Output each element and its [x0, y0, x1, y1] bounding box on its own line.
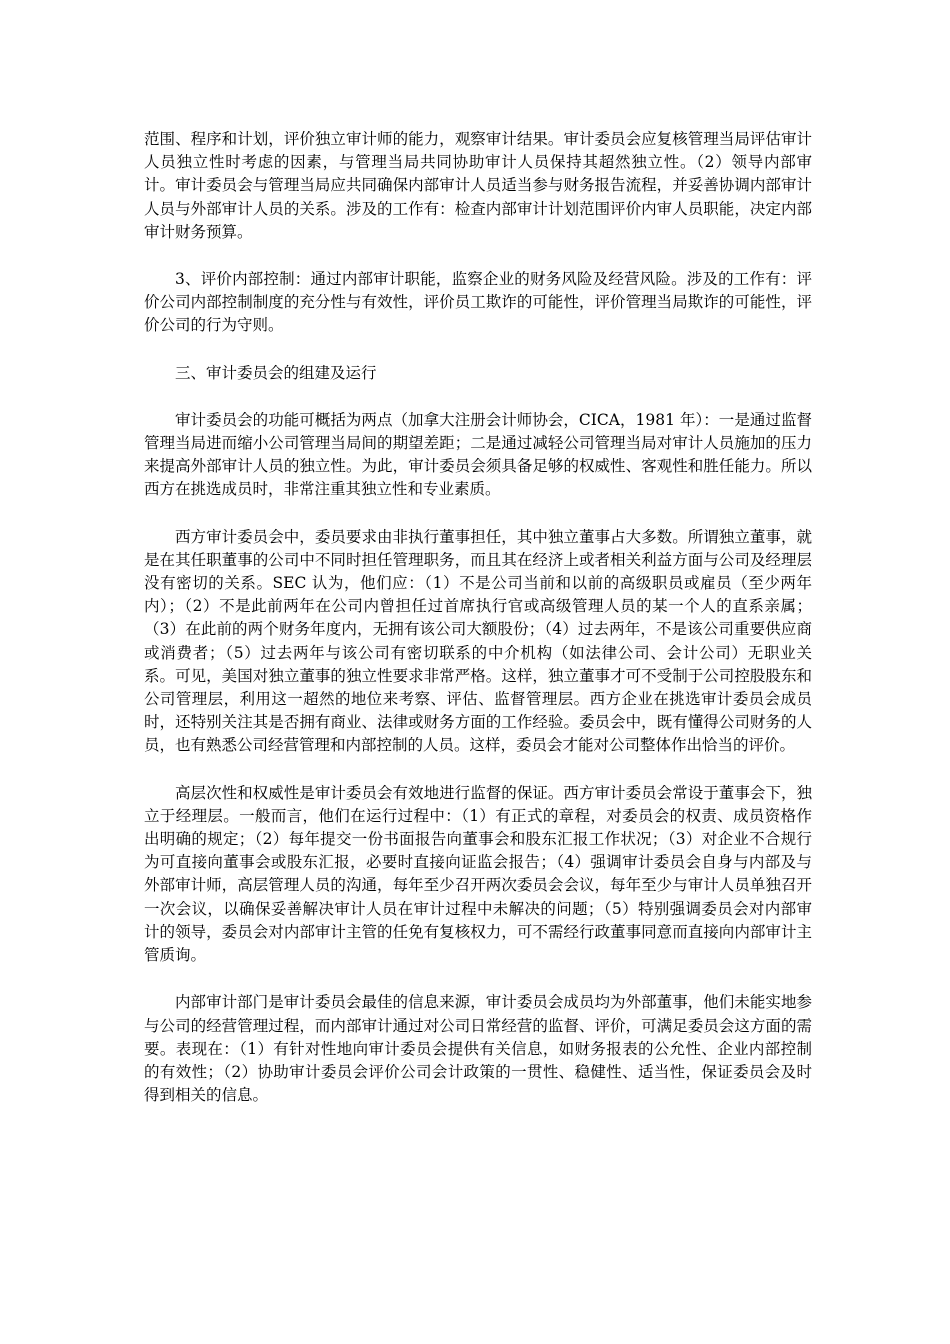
- paragraph-information-source: 内部审计部门是审计委员会最佳的信息来源，审计委员会成员均为外部董事，他们未能实地参与公司的经营管理过程，而内部审计通过对公司日常经营的监督、评价，可满足委员会这方面的需要。表现在：（1）有针对性地向审计委员会提供有关信息，如财务报表的公允性、企业内部控制的有效性；（2）协助审计委员会评价公司会计政策的一贯性、稳健性、适当性，保证委员会及时得到相关的信息。: [144, 993, 812, 1105]
- document-page: [144, 128, 812, 1131]
- paragraph-internal-control: 3、评价内部控制：通过内部审计职能，监察企业的财务风险及经营风险。涉及的工作有：评价公司内部控制制度的充分性与有效性，评价员工欺诈的可能性，评价管理当局欺诈的可能性，评价公司的行为守则。: [144, 270, 812, 335]
- paragraph-authority: 高层次性和权威性是审计委员会有效地进行监督的保证。西方审计委员会常设于董事会下，独立于经理层。一般而言，他们在运行过程中：（1）有正式的章程，对委员会的权责、成员资格作出明确的规定；（2）每年提交一份书面报告向董事会和股东汇报工作状况；（3）对企业不合规行为可直接向董事会或股东汇报，必要时直接向证监会报告；（4）强调审计委员会自身与内部及与外部审计师，高层管理人员的沟通，每年至少召开两次委员会会议，每年至少与审计人员单独召开一次会议，以确保妥善解决审计人员在审计过程中未解决的问题；（5）特别强调委员会对内部审计的领导，委员会对内部审计主管的任免有复核权力，可不需经行政董事同意而直接向内部审计主管质询。: [144, 783, 812, 965]
- paragraph-committee-function: 审计委员会的功能可概括为两点（加拿大注册会计师协会，CICA，1981 年）：一是通过监督管理当局进而缩小公司管理当局间的期望差距；二是通过减轻公司管理当局对审计人员施加的压力来提高外部审计人员的独立性。为此，审计委员会须具备足够的权威性、客观性和胜任能力。所以西方在挑选成员时，非常注重其独立性和专业素质。: [144, 410, 812, 499]
- paragraph-audit-scope: 范围、程序和计划，评价独立审计师的能力，观察审计结果。审计委员会应复核管理当局评估审计人员独立性时考虑的因素，与管理当局共同协助审计人员保持其超然独立性。（2）领导内部审计。审计委员会与管理当局应共同确保内部审计人员适当参与财务报告流程，并妥善协调内部审计人员与外部审计人员的关系。涉及的工作有：检查内部审计计划范围评价内审人员职能，决定内部审计财务预算。: [144, 130, 812, 241]
- section-heading: 三、审计委员会的组建及运行: [175, 363, 377, 382]
- paragraph-independent-directors: 西方审计委员会中，委员要求由非执行董事担任，其中独立董事占大多数。所谓独立董事，就是在其任职董事的公司中不同时担任管理职务，而且其在经济上或者相关利益方面与公司及经理层没有密切的关系。SEC 认为，他们应：（1）不是公司当前和以前的高级职员或雇员（至少两年内）；（2）不是此前两年在公司内曾担任过首席执行官或高级管理人员的某一个人的直系亲属；（3）在此前的两个财务年度内，无拥有该公司大额股份；（4）过去两年，不是该公司重要供应商或消费者；（5）过去两年与该公司有密切联系的中介机构（如法律公司、会计公司）无职业关系。可见，美国对独立董事的独立性要求非常严格。这样，独立董事才可不受制于公司控股股东和公司管理层，利用这一超然的地位来考察、评估、监督管理层。西方企业在挑选审计委员会成员时，还特别关注其是否拥有商业、法律或财务方面的工作经验。委员会中，既有懂得公司财务的人员，也有熟悉公司经营管理和内部控制的人员。这样，委员会才能对公司整体作出恰当的评价。: [144, 527, 812, 755]
